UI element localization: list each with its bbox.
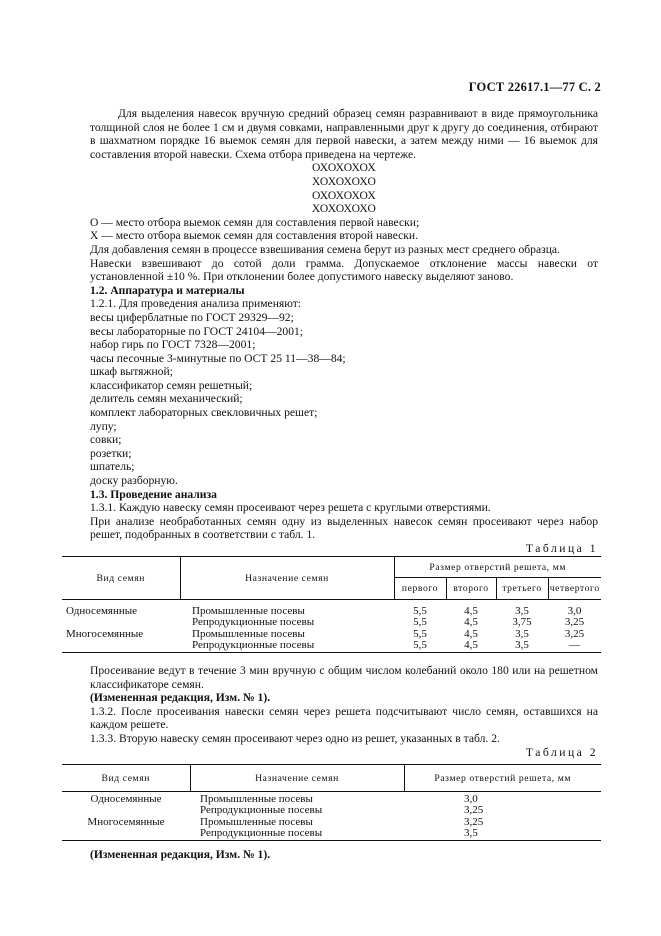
table1-subheader: второго: [446, 578, 496, 600]
equipment-item: лупу;: [90, 419, 117, 433]
legend-x: Х — место отбора выемок семян для составления второй навески.: [90, 229, 419, 243]
table1-cell-value: 3,25: [564, 616, 585, 629]
paragraph-133: 1.3.3. Вторую навеску семян просеивают через одно из решет, указанных в табл. 2.: [90, 731, 500, 745]
table1-cell-value: 5,5: [413, 627, 427, 640]
paragraph-132: 1.3.2. После просеивания навески семян через решета подсчитывают число семян, оставшихся на каждом решете.: [90, 704, 598, 732]
document-body-continued: [90, 664, 598, 759]
table1-cell-value: 5,5: [413, 639, 427, 652]
paragraph-131: 1.3.1. Каждую навеску семян просеивают через решета с круглыми отверстиями.: [90, 501, 491, 515]
table1-cell-type: Многосемянные: [66, 627, 144, 640]
table1-cell-value: 4,5: [464, 605, 478, 617]
table2-cell-value: 3,25: [464, 815, 484, 828]
equipment-item: розетки;: [90, 446, 132, 460]
revision-note: (Измененная редакция, Изм. № 1).: [90, 848, 271, 861]
document-body-end: [90, 848, 598, 862]
table2-cell-value: 3,25: [464, 804, 484, 817]
equipment-item: весы лабораторные по ГОСТ 24104—2001;: [90, 324, 304, 338]
table2-cell-type: Односемянные: [90, 793, 162, 805]
table1-cell-value: 3,75: [512, 616, 532, 629]
equipment-item: часы песочные 3-минутные по ОСТ 25 11—38—84;: [90, 351, 346, 365]
equipment-item: комплект лабораторных свекловичных решет;: [90, 406, 318, 420]
table1-subheader: четвертого: [549, 583, 600, 594]
table1-cell-value: —: [569, 639, 580, 652]
table1-header-purpose: Назначение семян: [180, 557, 394, 600]
table1-cell-purpose: Промышленные посевы: [192, 605, 305, 617]
section-heading-equipment: 1.2. Аппаратура и материалы: [90, 283, 245, 297]
legend-o: О — место отбора выемок семян для составления первой навески;: [90, 215, 420, 229]
revision-note: (Измененная редакция, Изм. № 1).: [90, 691, 271, 705]
table2-cell-value: 3,0: [464, 793, 478, 805]
table-row: [62, 600, 601, 618]
table1-cell-value: 4,5: [464, 627, 478, 640]
equipment-item: классификатор семян решетный;: [90, 378, 253, 392]
table-row: [62, 792, 601, 806]
equipment-item: весы циферблатные по ГОСТ 29329—92;: [90, 310, 294, 324]
table-2: [62, 764, 601, 841]
table2-cell-type: Многосемянные: [87, 815, 165, 828]
scheme-line: ОХОХОХОХ: [312, 188, 376, 202]
table1-cell-value: 3,5: [515, 605, 529, 617]
table1-cell-value: 3,5: [515, 639, 529, 652]
paragraph-sample-division: Для выделения навесок вручную средний образец семян разравнивают в виде прямоугольника толщиной слоя не более 1 см и двумя совками, направленными друг к другу до соединения, отбирают в шахматном порядке 16 выемок семян для первой навески, а затем между ними — 16 выемок для составления второй навески. Схема отбора приведена на чертеже.: [90, 107, 598, 161]
paragraph-sieving: Просеивание ведут в течение 3 мин вручную с общим числом колебаний около 180 или на решетном классификаторе семян.: [90, 664, 598, 691]
table2-cell-purpose: Репродукционные посевы: [200, 827, 323, 840]
table1-cell-value: 3,25: [564, 627, 585, 640]
equipment-item: шпатель;: [90, 460, 135, 474]
scheme-line: ХОХОХОХО: [311, 202, 377, 216]
table2-cell-purpose: Репродукционные посевы: [200, 804, 323, 817]
table-row: [62, 640, 601, 652]
table1-cell-type: Односемянные: [66, 605, 138, 617]
table2-header-purpose: Назначение семян: [190, 765, 404, 792]
table1-cell-purpose: Промышленные посевы: [192, 627, 305, 640]
table2-caption: Таблица 2: [525, 745, 598, 759]
table1-cell-value: 3,5: [515, 627, 529, 640]
table-1: [62, 556, 601, 653]
document-body: [90, 107, 598, 556]
equipment-item: совки;: [90, 433, 122, 447]
table1-subheader: третьего: [496, 578, 548, 600]
equipment-item: шкаф вытяжной;: [90, 365, 173, 379]
table1-cell-purpose: Репродукционные посевы: [192, 616, 315, 629]
table-row: [62, 828, 601, 840]
table1-cell-value: 4,5: [464, 616, 478, 629]
table2-cell-type: [62, 828, 190, 840]
table1-cell-value: 4,5: [464, 639, 478, 652]
scheme-line: ХОХОХОХО: [311, 174, 377, 188]
equipment-item: делитель семян механический;: [90, 392, 243, 406]
table1-cell-value: 5,5: [413, 605, 427, 617]
table2-cell-purpose: Промышленные посевы: [200, 793, 313, 805]
table1-cell-value: 5,5: [413, 616, 427, 629]
table1-cell-value: 3,0: [567, 605, 582, 617]
equipment-item: доску разборную.: [90, 474, 178, 488]
table2-header-type: Вид семян: [62, 765, 190, 792]
table1-caption: Таблица 1: [525, 542, 598, 555]
equipment-item: набор гирь по ГОСТ 7328—2001;: [90, 338, 256, 352]
paragraph-adding-seeds: Для добавления семян в процессе взвешивания семена берут из разных мест среднего образца.: [90, 242, 560, 256]
paragraph-weighing: Навески взвешивают до сотой доли грамма. Допускаемое отклонение массы навески от установленной ±10 %. При отклонении более допустимого навеску выделяют заново.: [90, 256, 598, 284]
paragraph-equipment-intro: 1.2.1. Для проведения анализа применяют:: [90, 297, 302, 311]
table1-cell-purpose: Репродукционные посевы: [192, 639, 315, 652]
table2-cell-value: 3,5: [464, 827, 478, 840]
table1-subheader: первого: [394, 578, 446, 600]
page-header: ГОСТ 22617.1—77 С. 2: [468, 80, 601, 94]
scheme-line: ОХОХОХОХ: [312, 161, 376, 175]
section-heading-procedure: 1.3. Проведение анализа: [90, 487, 217, 501]
paragraph-131b: При анализе необработанных семян одну из выделенных навесок семян просеивают через набор решет, подобранных в соответствии с табл. 1.: [90, 514, 598, 542]
table1-header-sizes: Размер отверстий решета, мм: [394, 557, 601, 578]
table2-header-size: Размер отверстий решета, мм: [434, 772, 572, 784]
table2-cell-purpose: Промышленные посевы: [200, 815, 313, 828]
table1-cell-type: [62, 640, 180, 652]
table1-header-type: Вид семян: [62, 557, 180, 600]
table-row: [62, 817, 601, 828]
